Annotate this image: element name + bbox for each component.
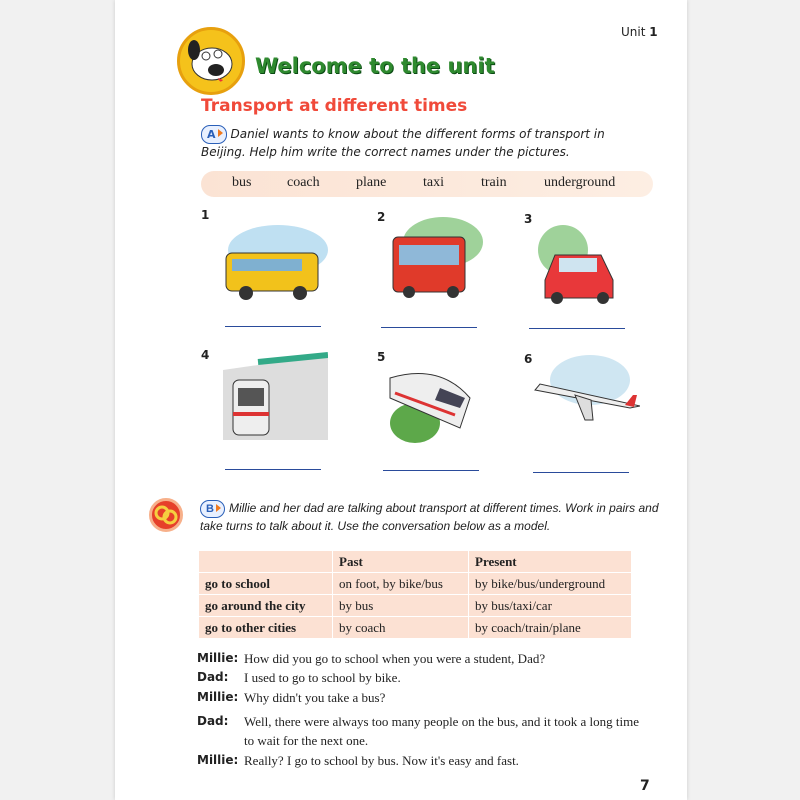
word-bank [201, 171, 653, 197]
picture-number: 3 [524, 212, 533, 226]
word-train: train [481, 175, 507, 190]
table-header-row: Past Present [199, 551, 632, 573]
word-coach: coach [287, 175, 320, 190]
word-underground: underground [544, 175, 616, 190]
answer-line-5[interactable] [383, 470, 479, 471]
coach-icon [218, 215, 328, 305]
badge-b: B [200, 500, 225, 518]
answer-line-1[interactable] [225, 326, 321, 327]
answer-line-6[interactable] [533, 472, 629, 473]
instruction-a: A Daniel wants to know about the different forms of transport in Beijing. Help him write the correct names under the pictures. [201, 127, 605, 159]
unit-label: Unit 1 [621, 25, 658, 39]
pair-work-icon [149, 498, 183, 532]
underground-icon [218, 350, 328, 440]
table-row: go to other cities by coach by coach/train/plane [199, 617, 632, 639]
answer-line-3[interactable] [529, 328, 625, 329]
picture-number: 4 [201, 348, 210, 362]
transport-table [198, 550, 632, 639]
textbook-page: Unit 1 Welcome to the unit Transport at different times A Daniel wants to know about the different forms of transport in Beijing. Help him write the correct names under the pictures. bus coach plane taxi train underground 1 2 3 4 5 6 B Millie and her dad are talking about transport at different times. Work in pairs and take turns to talk about it. Use the conversation below as a model. Past Present go to school on foot, by bike/bus by bike/bus/underground go around the city by bus by bus/taxi/car go to other cities by coach by coach/train/plane Millie: How did you go to school when you were a student, Dad? Dad: I used to go to school by bike. Millie: Why didn't you take a bus? Dad: Well, there were always too many people on the bus, and it took a long time to wait for the next one. Millie: Really? I go to school by bus. Now it's easy and fast. 7 [115, 0, 687, 800]
page-title: Welcome to the unit [255, 54, 495, 78]
picture-number: 5 [377, 350, 386, 364]
answer-line-4[interactable] [225, 469, 321, 470]
dog-mascot-icon [177, 27, 245, 95]
word-taxi: taxi [423, 175, 444, 190]
section-subtitle: Transport at different times [201, 96, 468, 116]
answer-line-2[interactable] [381, 327, 477, 328]
page-number: 7 [640, 778, 650, 794]
word-plane: plane [356, 175, 387, 190]
taxi-icon [533, 220, 643, 310]
picture-number: 1 [201, 208, 210, 222]
table-row: go around the city by bus by bus/taxi/car [199, 595, 632, 617]
picture-number: 2 [377, 210, 386, 224]
badge-a: A [201, 125, 227, 144]
picture-number: 6 [524, 352, 533, 366]
plane-icon [530, 350, 640, 440]
instruction-b: B Millie and her dad are talking about transport at different times. Work in pairs and take turns to talk about it. Use the conversation below as a model. [200, 501, 659, 533]
bus-icon [383, 212, 493, 302]
word-bus: bus [232, 175, 252, 190]
train-icon [385, 358, 495, 448]
table-row: go to school on foot, by bike/bus by bike/bus/underground [199, 573, 632, 595]
